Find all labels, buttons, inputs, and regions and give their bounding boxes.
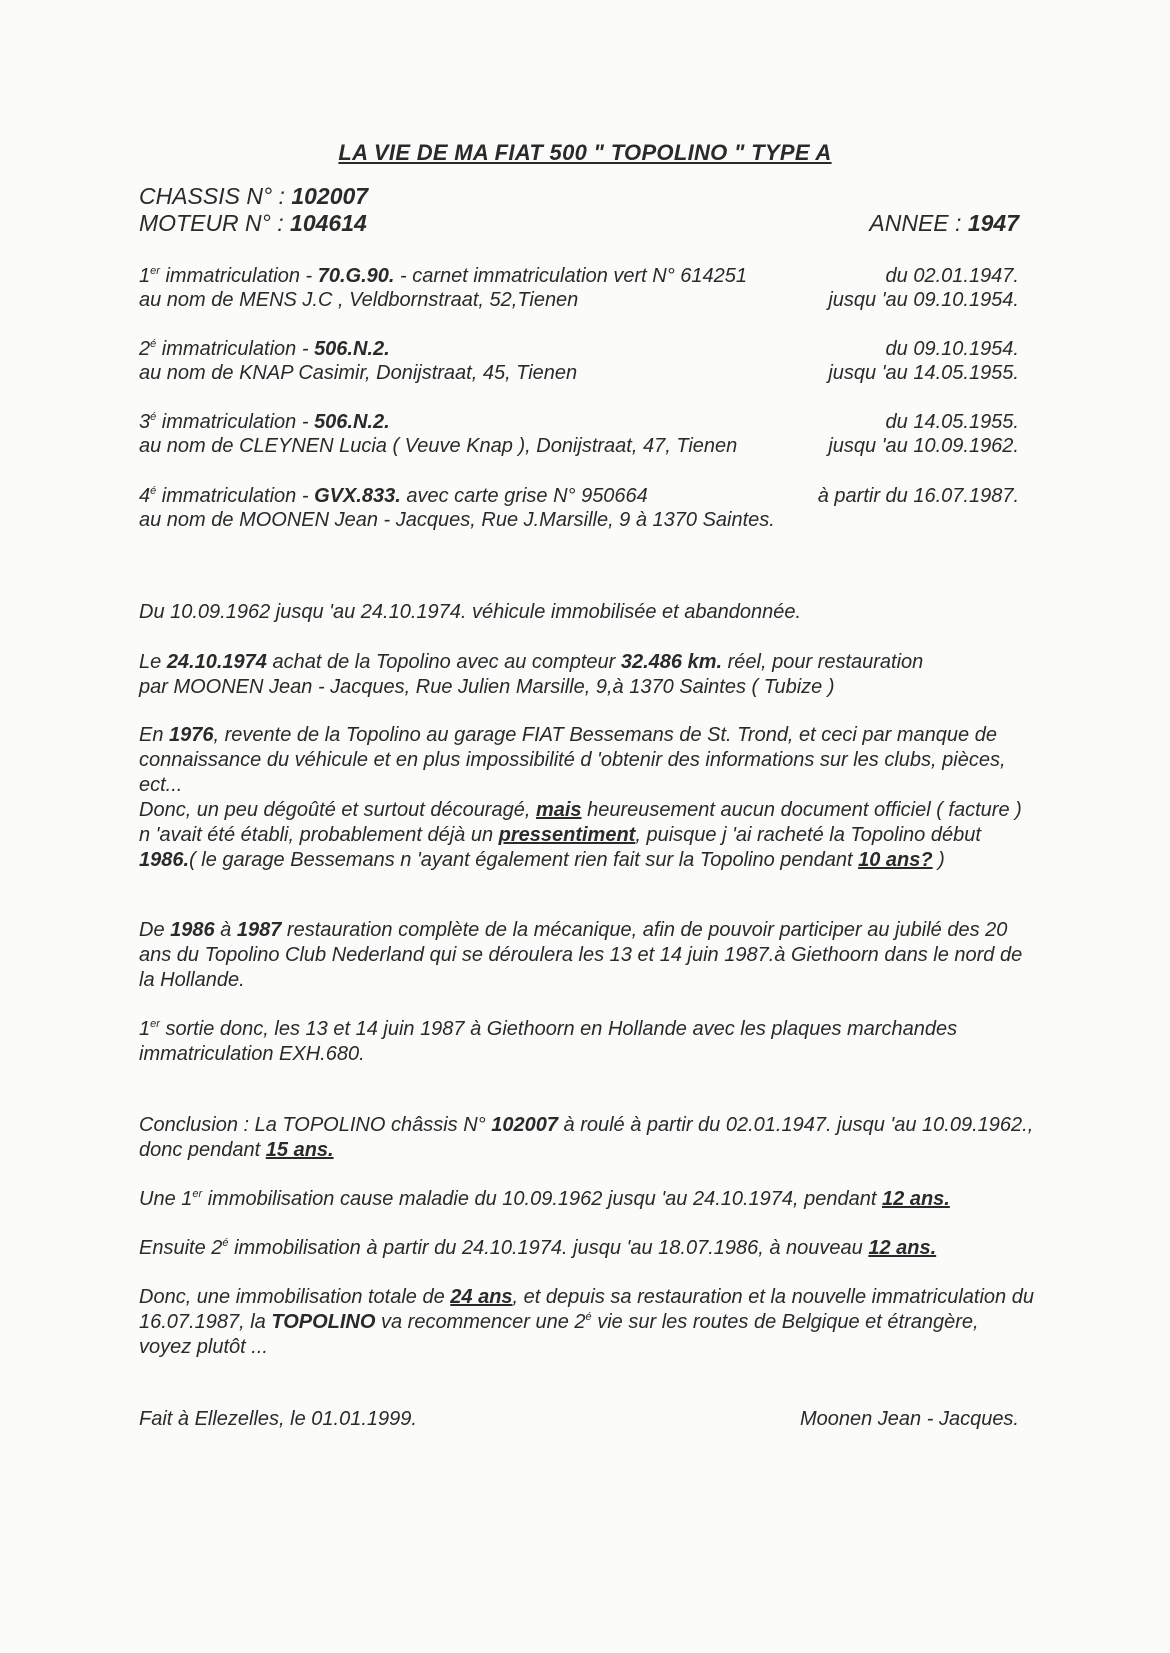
emphasis-mais: mais — [535, 799, 582, 821]
registration-plate: 506.N.2. — [314, 338, 390, 360]
paragraph-resale — [139, 723, 1034, 873]
registration-1-from: du 02.01.1947. — [885, 265, 1019, 287]
text: sortie donc, les 13 et 14 juin 1987 à Giethoorn en Hollande avec les plaques marchandes immatriculation EXH.680. — [139, 1018, 958, 1065]
emphasis-duration: 15 ans. — [265, 1139, 334, 1161]
registration-3-from: du 14.05.1955. — [885, 411, 1019, 433]
registration-4-line — [139, 484, 648, 508]
ordinal-suffix: é — [222, 1237, 229, 1249]
registration-label: immatriculation - — [156, 411, 315, 433]
text: achat de la Topolino avec au compteur — [266, 651, 621, 673]
ordinal-number: 1 — [139, 1018, 151, 1040]
topolino-strong: TOPOLINO — [271, 1311, 376, 1333]
registration-number: 3 — [139, 411, 151, 433]
emphasis-pressentiment: pressentiment — [498, 824, 636, 846]
paragraph-second-immobilisation — [139, 1236, 1034, 1261]
document-title: LA VIE DE MA FIAT 500 " TOPOLINO " TYPE A — [338, 140, 832, 165]
ordinal-suffix: é — [150, 338, 157, 350]
registration-1-owner: au nom de MENS J.C , Veldbornstraat, 52,Tienen — [139, 289, 579, 311]
registration-3-until: jusqu 'au 10.09.1962. — [828, 435, 1019, 457]
ordinal-suffix: é — [150, 485, 157, 497]
text: Conclusion : La TOPOLINO châssis N° — [139, 1114, 492, 1136]
paragraph-immobilisation: Du 10.09.1962 jusqu 'au 24.10.1974. véhicule immobilisée et abandonnée. — [139, 601, 802, 623]
year-strong: 1986. — [139, 849, 190, 871]
text: De — [139, 919, 171, 941]
text: immobilisation cause maladie du 10.09.1962 jusqu 'au 24.10.1974, pendant — [202, 1188, 883, 1210]
registration-number: 1 — [139, 265, 151, 287]
registration-plate: 70.G.90. — [317, 265, 395, 287]
registration-label: immatriculation - — [156, 485, 315, 507]
text: à roulé à partir du 02.01.1947. jusqu 'au 10.09.1962., donc pendant — [139, 1114, 1034, 1161]
text: vie sur les routes de Belgique et étrangère, voyez plutôt ... — [139, 1311, 979, 1358]
year-strong: 1976 — [169, 724, 214, 746]
text: , et depuis sa restauration et la nouvelle immatriculation du 16.07.1987, la — [139, 1286, 1034, 1333]
paragraph-total — [139, 1285, 1034, 1360]
emphasis-duration: 24 ans — [450, 1286, 513, 1308]
paragraph-purchase — [139, 650, 1034, 700]
signature: Moonen Jean - Jacques. — [799, 1408, 1019, 1430]
ordinal-suffix: er — [150, 265, 160, 277]
place-date: Fait à Ellezelles, le 01.01.1999. — [139, 1408, 417, 1430]
text: , revente de la Topolino au garage FIAT Bessemans de St. Trond, et ceci par manque de connaissance du véhicule et en plus impossibilité d 'obtenir des informations sur les clubs, pièces, ect... — [139, 724, 1006, 796]
date-strong: 24.10.1974 — [166, 651, 267, 673]
mileage-strong: 32.486 km. — [620, 651, 723, 673]
ordinal-suffix: er — [150, 1018, 160, 1030]
registration-number: 4 — [139, 485, 151, 507]
text: va recommencer une 2 — [375, 1311, 586, 1333]
registration-1-until: jusqu 'au 09.10.1954. — [828, 289, 1019, 311]
text: restauration complète de la mécanique, afin de pouvoir participer au jubilé des 20 ans du Topolino Club Nederland qui se déroulera les 13 et 14 juin 1987.à Giethoorn dans le nord de la Hollande. — [139, 919, 1023, 991]
text: Ensuite 2 — [139, 1237, 223, 1259]
chassis-value: 102007 — [291, 183, 369, 209]
registration-plate: GVX.833. — [314, 485, 401, 507]
ordinal-suffix: é — [150, 411, 157, 423]
emphasis-duration: 10 ans? — [858, 849, 933, 871]
paragraph-conclusion — [139, 1113, 1034, 1163]
registration-2-until: jusqu 'au 14.05.1955. — [828, 362, 1019, 384]
annee-label: ANNEE : — [869, 210, 968, 236]
registration-3-line — [139, 410, 390, 434]
text: immobilisation à partir du 24.10.1974. jusqu 'au 18.07.1986, à nouveau — [228, 1237, 869, 1259]
annee-value: 1947 — [967, 210, 1019, 236]
emphasis-duration: 12 ans. — [882, 1188, 950, 1210]
registration-label: immatriculation - — [159, 265, 318, 287]
text: ( le garage Bessemans n 'ayant également rien fait sur la Topolino pendant — [189, 849, 859, 871]
text: , puisque j 'ai racheté la Topolino début — [635, 824, 981, 846]
chassis-strong: 102007 — [491, 1114, 558, 1136]
chassis-line — [139, 184, 368, 208]
text: Une 1 — [139, 1188, 193, 1210]
text: En — [139, 724, 170, 746]
registration-2-line — [139, 337, 390, 361]
registration-2-owner: au nom de KNAP Casimir, Donijstraat, 45, Tienen — [139, 362, 578, 384]
text: par MOONEN Jean - Jacques, Rue Julien Marsille, 9,à 1370 Saintes ( Tubize ) — [139, 676, 835, 698]
moteur-label: MOTEUR N° : — [139, 210, 291, 236]
moteur-value: 104614 — [290, 210, 367, 236]
text: à — [214, 919, 237, 941]
registration-4-owner: au nom de MOONEN Jean - Jacques, Rue J.Marsille, 9 à 1370 Saintes. — [139, 509, 775, 531]
registration-extra: avec carte grise N° 950664 — [400, 485, 648, 507]
moteur-line — [139, 211, 367, 235]
text: Donc, un peu dégoûté et surtout découragé, — [139, 799, 536, 821]
registration-1-line — [139, 264, 747, 288]
ordinal-suffix: er — [192, 1188, 203, 1200]
emphasis-duration: 12 ans. — [868, 1237, 937, 1259]
registration-label: immatriculation - — [156, 338, 315, 360]
annee-line — [869, 211, 1019, 235]
paragraph-first-outing — [139, 1017, 1034, 1067]
year-strong: 1987 — [236, 919, 282, 941]
chassis-label: CHASSIS N° : — [139, 183, 292, 209]
ordinal-suffix: é — [585, 1311, 592, 1323]
registration-4-from: à partir du 16.07.1987. — [817, 485, 1019, 507]
text: ) — [932, 849, 945, 871]
text: réel, pour restauration — [722, 651, 924, 673]
paragraph-first-immobilisation — [139, 1187, 1034, 1212]
registration-3-owner: au nom de CLEYNEN Lucia ( Veuve Knap ), Donijstraat, 47, Tienen — [139, 435, 738, 457]
registration-extra: - carnet immatriculation vert N° 614251 — [394, 265, 748, 287]
year-strong: 1986 — [170, 919, 215, 941]
text: Le — [139, 651, 167, 673]
registration-number: 2 — [139, 338, 151, 360]
registration-2-from: du 09.10.1954. — [885, 338, 1019, 360]
text: Donc, une immobilisation totale de — [139, 1286, 451, 1308]
paragraph-restoration — [139, 918, 1034, 993]
registration-plate: 506.N.2. — [314, 411, 390, 433]
text: heureusement aucun document officiel ( facture ) n 'avait été établi, probablement déjà un — [139, 799, 1022, 846]
